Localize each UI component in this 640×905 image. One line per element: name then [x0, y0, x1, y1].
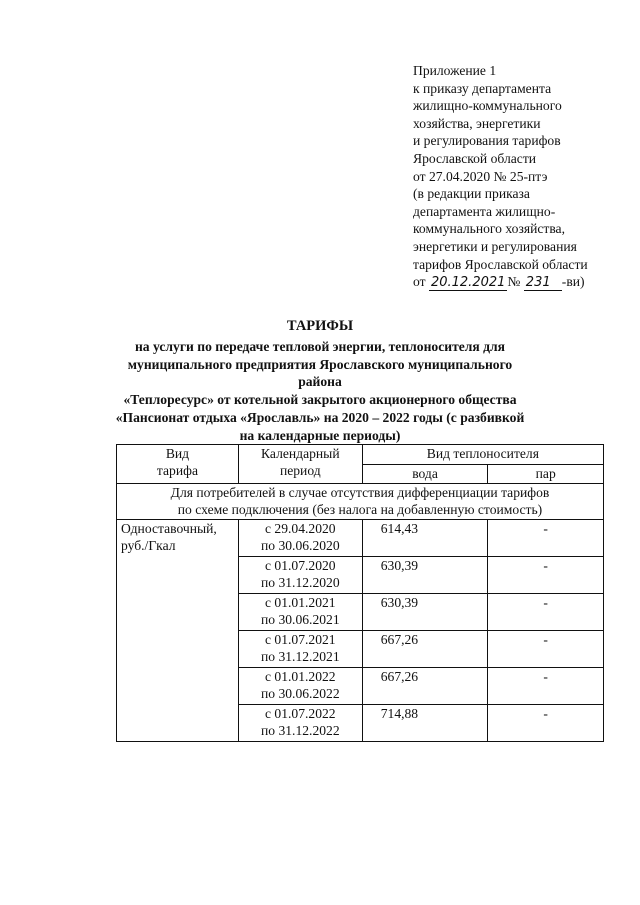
- tariff-unit: руб./Гкал: [121, 537, 176, 553]
- water-value: 667,26: [362, 631, 488, 668]
- steam-value: -: [488, 631, 604, 668]
- period-cell: [238, 520, 362, 557]
- title-line: на услуги по передаче тепловой энергии, теплоносителя для: [134, 338, 506, 354]
- period-to: по 30.06.2020: [260, 537, 340, 553]
- tariff-name: Одноставочный,: [121, 521, 217, 536]
- section-text: по схеме подключения (без налога на добавленную стоимость): [177, 501, 543, 517]
- section-caption: [117, 484, 604, 520]
- steam-value: -: [488, 594, 604, 631]
- handwritten-date: 20.12.2021: [430, 275, 506, 291]
- appendix-line: департамента жилищно-: [413, 203, 556, 219]
- title-line: «Пансионат отдыха «Ярославль» на 2020 – 2022 годы (с разбивкой: [115, 409, 525, 425]
- section-text: Для потребителей в случае отсутствия дифференциации тарифов: [170, 485, 550, 500]
- period-cell: [238, 557, 362, 594]
- period-from: с 01.01.2022: [265, 669, 336, 684]
- header-text: период: [279, 462, 321, 478]
- title-line: «Теплоресурс» от котельной закрытого акционерного общества: [123, 392, 517, 408]
- appendix-signature-line: [413, 273, 628, 291]
- steam-value: -: [488, 557, 604, 594]
- period-cell: [238, 594, 362, 631]
- period-from: с 01.07.2020: [265, 558, 336, 573]
- title-line: муниципального предприятия Ярославского муниципального района: [127, 356, 513, 390]
- water-value: 714,88: [362, 705, 488, 742]
- steam-value: -: [488, 520, 604, 557]
- period-from: с 29.04.2020: [265, 521, 336, 536]
- appendix-block: [413, 62, 628, 291]
- period-from: с 01.01.2021: [265, 595, 336, 610]
- period-from: с 01.07.2022: [265, 706, 336, 721]
- period-cell: [238, 668, 362, 705]
- appendix-line: хозяйства, энергетики: [413, 115, 541, 131]
- appendix-line: к приказу департамента: [413, 80, 552, 96]
- appendix-line: (в редакции приказа: [413, 186, 530, 202]
- period-to: по 31.12.2021: [260, 648, 340, 664]
- handwritten-number: 231: [524, 276, 562, 291]
- appendix-line: тарифов Ярославской области: [413, 256, 588, 272]
- title-main: ТАРИФЫ: [286, 318, 354, 334]
- header-steam: пар: [488, 464, 604, 484]
- appendix-line: энергетики и регулирования: [413, 238, 577, 254]
- header-water: вода: [362, 464, 488, 484]
- tariff-name-cell: [117, 520, 239, 742]
- appendix-prefix: от: [413, 274, 426, 290]
- tariff-table: [116, 444, 604, 742]
- steam-value: -: [488, 668, 604, 705]
- appendix-line: коммунального хозяйства,: [413, 221, 565, 237]
- appendix-line: Приложение 1: [413, 63, 497, 78]
- period-to: по 30.06.2021: [260, 611, 340, 627]
- header-text: Вид: [165, 446, 190, 461]
- table-header-row: [117, 445, 604, 465]
- section-row: [117, 484, 604, 520]
- water-value: 614,43: [362, 520, 488, 557]
- appendix-line: от 27.04.2020 № 25-птэ: [413, 168, 548, 184]
- water-value: 630,39: [362, 594, 488, 631]
- title-line: на календарные периоды): [239, 427, 401, 443]
- period-to: по 31.12.2022: [260, 722, 340, 738]
- document-title: [110, 318, 530, 445]
- table-row: [117, 520, 604, 557]
- period-to: по 30.06.2022: [260, 685, 340, 701]
- number-sign: №: [507, 274, 521, 290]
- period-from: с 01.07.2021: [265, 632, 336, 647]
- water-value: 630,39: [362, 557, 488, 594]
- appendix-line: жилищно-коммунального: [413, 98, 562, 114]
- header-period: [238, 445, 362, 484]
- header-carrier: Вид теплоносителя: [362, 445, 603, 465]
- period-to: по 31.12.2020: [260, 574, 340, 590]
- header-text: Календарный: [261, 446, 340, 461]
- header-text: тарифа: [156, 462, 198, 478]
- period-cell: [238, 631, 362, 668]
- appendix-line: и регулирования тарифов: [413, 133, 561, 149]
- appendix-suffix: -ви): [561, 274, 585, 290]
- period-cell: [238, 705, 362, 742]
- water-value: 667,26: [362, 668, 488, 705]
- header-tariff-type: [117, 445, 239, 484]
- appendix-line: Ярославской области: [413, 150, 537, 166]
- steam-value: -: [488, 705, 604, 742]
